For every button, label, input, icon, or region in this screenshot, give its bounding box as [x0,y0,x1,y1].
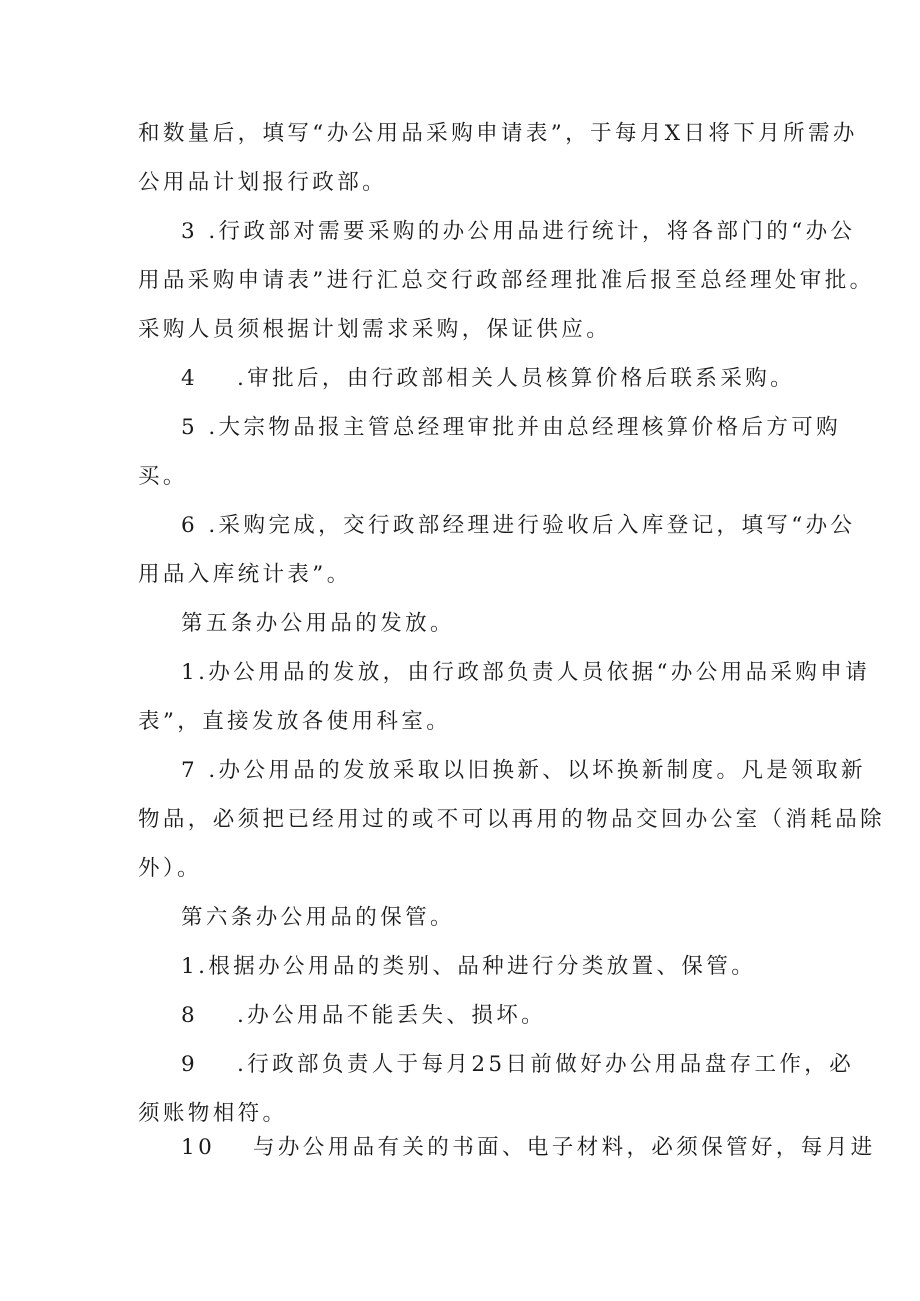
item-text: .办公用品不能丢失、损坏。 [237,1003,547,1028]
item-number: 4 [181,366,199,391]
text-line: 1.办公用品的发放，由行政部负责人员依据“办公用品采购申请 [181,660,871,685]
text-line: 物品，必须把已经用过的或不可以再用的物品交回办公室（消耗品除 [138,807,886,832]
text-line: 1.根据办公用品的类别、品种进行分类放置、保管。 [181,954,757,979]
section-heading: 第六条办公用品的保管。 [181,905,455,930]
text-line: 外）。 [138,856,202,881]
text-line: 3 .行政部对需要采购的办公用品进行统计，将各部门的“办公 [181,219,856,244]
list-item [181,1001,798,1031]
text-line: 6 .采购完成，交行政部经理进行验收后入库登记，填写“办公 [181,513,856,538]
section-heading: 第五条办公用品的发放。 [181,611,455,636]
text-line: 用品入库统计表”。 [138,562,352,587]
item-text: .审批后，由行政部相关人员核算价格后联系采购。 [237,366,796,391]
text-line: 7 .办公用品的发放采取以旧换新、以坏换新制度。凡是领取新 [181,758,866,783]
list-item [181,1133,876,1163]
text-line: 买。 [138,464,188,489]
text-line: 采购人员须根据计划需求采购，保证供应。 [138,317,612,342]
text-line: 5 .大宗物品报主管总经理审批并由总经理核算价格后方可购 [181,415,842,440]
item-text: 与办公用品有关的书面、电子材料，必须保管好，每月进 [253,1135,876,1160]
text-line: 用品采购申请表”进行汇总交行政部经理批准后报至总经理处审批。 [138,268,875,293]
text-line: 须账物相符。 [138,1101,288,1126]
list-item [181,364,798,394]
item-number: 10 [181,1135,216,1160]
item-number: 9 [181,1052,199,1077]
text-line: 表”，直接发放各使用科室。 [138,709,452,734]
text-line: 和数量后，填写“办公用品采购申请表”，于每月X日将下月所需办 [138,121,858,146]
item-number: 8 [181,1003,199,1028]
list-item [181,1050,855,1080]
item-text: .行政部负责人于每月25日前做好办公用品盘存工作，必 [237,1052,855,1077]
text-line: 公用品计划报行政部。 [138,170,388,195]
